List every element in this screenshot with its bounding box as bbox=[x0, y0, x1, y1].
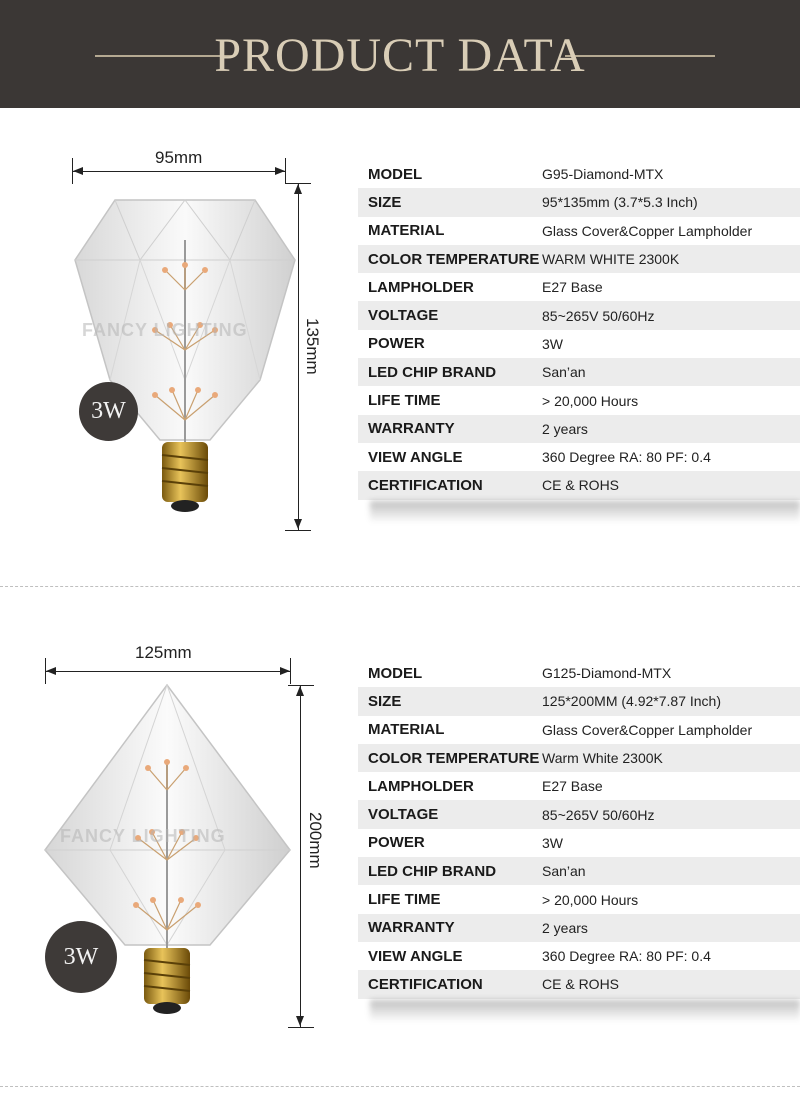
brand-watermark: FANCY LIGHTING bbox=[60, 826, 226, 846]
spec-table bbox=[358, 659, 800, 999]
spec-value: > 20,000 Hours bbox=[542, 392, 639, 409]
spec-row-lampholder bbox=[358, 772, 800, 800]
spec-table bbox=[358, 160, 800, 500]
spec-row-life-time bbox=[358, 386, 800, 414]
power-badge: 3W bbox=[79, 382, 138, 441]
spec-value: G95-Diamond-MTX bbox=[542, 166, 664, 183]
spec-value: 2 years bbox=[542, 919, 588, 936]
spec-label: COLOR TEMPERATURE bbox=[368, 749, 540, 767]
spec-row-model bbox=[358, 659, 800, 687]
spec-value: 85~265V 50/60Hz bbox=[542, 307, 655, 324]
spec-label: SIZE bbox=[368, 193, 402, 211]
spec-label: POWER bbox=[368, 834, 425, 852]
spec-label: LED CHIP BRAND bbox=[368, 862, 497, 880]
spec-row-size bbox=[358, 687, 800, 715]
section-divider bbox=[0, 586, 800, 587]
spec-label: LIFE TIME bbox=[368, 891, 441, 909]
power-badge: 3W bbox=[45, 921, 117, 993]
spec-value: G125-Diamond-MTX bbox=[542, 665, 672, 682]
spec-label: COLOR TEMPERATURE bbox=[368, 250, 540, 268]
spec-value: Warm White 2300K bbox=[542, 750, 663, 767]
spec-label: LED CHIP BRAND bbox=[368, 363, 497, 381]
spec-label: MODEL bbox=[368, 165, 423, 183]
spec-value: > 20,000 Hours bbox=[542, 891, 639, 908]
spec-row-led-chip-brand bbox=[358, 857, 800, 885]
spec-label: MATERIAL bbox=[368, 721, 445, 739]
arrow-left-icon bbox=[46, 667, 56, 675]
spec-value: 85~265V 50/60Hz bbox=[542, 806, 655, 823]
spec-label: VOLTAGE bbox=[368, 307, 439, 325]
spec-label: POWER bbox=[368, 335, 425, 353]
spec-row-color-temperature bbox=[358, 245, 800, 273]
spec-label: MATERIAL bbox=[368, 222, 445, 240]
dim-height-tick-bottom bbox=[285, 530, 311, 531]
spec-value: San’an bbox=[542, 863, 586, 880]
spec-row-warranty bbox=[358, 415, 800, 443]
spec-row-certification bbox=[358, 471, 800, 499]
spec-label: SIZE bbox=[368, 692, 402, 710]
diamond-bulb-image bbox=[70, 180, 300, 520]
arrow-down-icon bbox=[294, 519, 302, 529]
arrow-up-icon bbox=[296, 686, 304, 696]
spec-row-material bbox=[358, 217, 800, 245]
height-label: 200mm bbox=[306, 812, 325, 869]
spec-value: 360 Degree RA: 80 PF: 0.4 bbox=[542, 449, 711, 466]
dim-width-line bbox=[45, 671, 290, 672]
spec-value: Glass Cover&Copper Lampholder bbox=[542, 222, 753, 239]
spec-value: CE & ROHS bbox=[542, 976, 620, 993]
height-label: 135mm bbox=[303, 318, 322, 375]
spec-row-voltage bbox=[358, 800, 800, 828]
spec-value: WARM WHITE 2300K bbox=[542, 251, 680, 268]
dim-width-line bbox=[72, 171, 285, 172]
spec-row-model bbox=[358, 160, 800, 188]
spec-value: E27 Base bbox=[542, 279, 603, 296]
spec-value: 360 Degree RA: 80 PF: 0.4 bbox=[542, 948, 711, 965]
table-shadow bbox=[370, 1000, 800, 1022]
brand-watermark: FANCY LIGHTING bbox=[82, 320, 248, 340]
header-banner bbox=[0, 0, 800, 108]
arrow-left-icon bbox=[73, 167, 83, 175]
spec-value: Glass Cover&Copper Lampholder bbox=[542, 721, 753, 738]
spec-value: 3W bbox=[542, 834, 563, 851]
spec-label: VIEW ANGLE bbox=[368, 448, 463, 466]
spec-row-material bbox=[358, 716, 800, 744]
spec-row-size bbox=[358, 188, 800, 216]
spec-row-power bbox=[358, 829, 800, 857]
width-label: 125mm bbox=[135, 643, 192, 662]
arrow-down-icon bbox=[296, 1016, 304, 1026]
spec-label: LAMPHOLDER bbox=[368, 777, 474, 795]
table-shadow bbox=[370, 501, 800, 523]
spec-row-color-temperature bbox=[358, 744, 800, 772]
spec-row-power bbox=[358, 330, 800, 358]
arrow-right-icon bbox=[280, 667, 290, 675]
spec-value: E27 Base bbox=[542, 778, 603, 795]
spec-label: WARRANTY bbox=[368, 420, 455, 438]
spec-row-view-angle bbox=[358, 443, 800, 471]
spec-row-certification bbox=[358, 970, 800, 998]
spec-label: MODEL bbox=[368, 664, 423, 682]
spec-row-warranty bbox=[358, 914, 800, 942]
spec-row-view-angle bbox=[358, 942, 800, 970]
width-label: 95mm bbox=[155, 148, 203, 167]
spec-value: 2 years bbox=[542, 420, 588, 437]
spec-value: CE & ROHS bbox=[542, 477, 620, 494]
dim-height-tick-bottom bbox=[288, 1027, 314, 1028]
spec-label: WARRANTY bbox=[368, 919, 455, 937]
section-divider bbox=[0, 1086, 800, 1087]
arrow-right-icon bbox=[275, 167, 285, 175]
spec-label: LIFE TIME bbox=[368, 392, 441, 410]
spec-row-voltage bbox=[358, 301, 800, 329]
spec-label: LAMPHOLDER bbox=[368, 278, 474, 296]
spec-value: 95*135mm (3.7*5.3 Inch) bbox=[542, 194, 698, 211]
spec-value: 3W bbox=[542, 335, 563, 352]
spec-value: San’an bbox=[542, 364, 586, 381]
spec-value: 125*200MM (4.92*7.87 Inch) bbox=[542, 693, 721, 710]
spec-row-lampholder bbox=[358, 273, 800, 301]
spec-label: VIEW ANGLE bbox=[368, 947, 463, 965]
spec-label: CERTIFICATION bbox=[368, 975, 483, 993]
spec-row-led-chip-brand bbox=[358, 358, 800, 386]
page-title: PRODUCT DATA bbox=[214, 29, 586, 82]
spec-row-life-time bbox=[358, 885, 800, 913]
spec-label: CERTIFICATION bbox=[368, 476, 483, 494]
spec-label: VOLTAGE bbox=[368, 806, 439, 824]
dim-height-line bbox=[300, 685, 301, 1027]
